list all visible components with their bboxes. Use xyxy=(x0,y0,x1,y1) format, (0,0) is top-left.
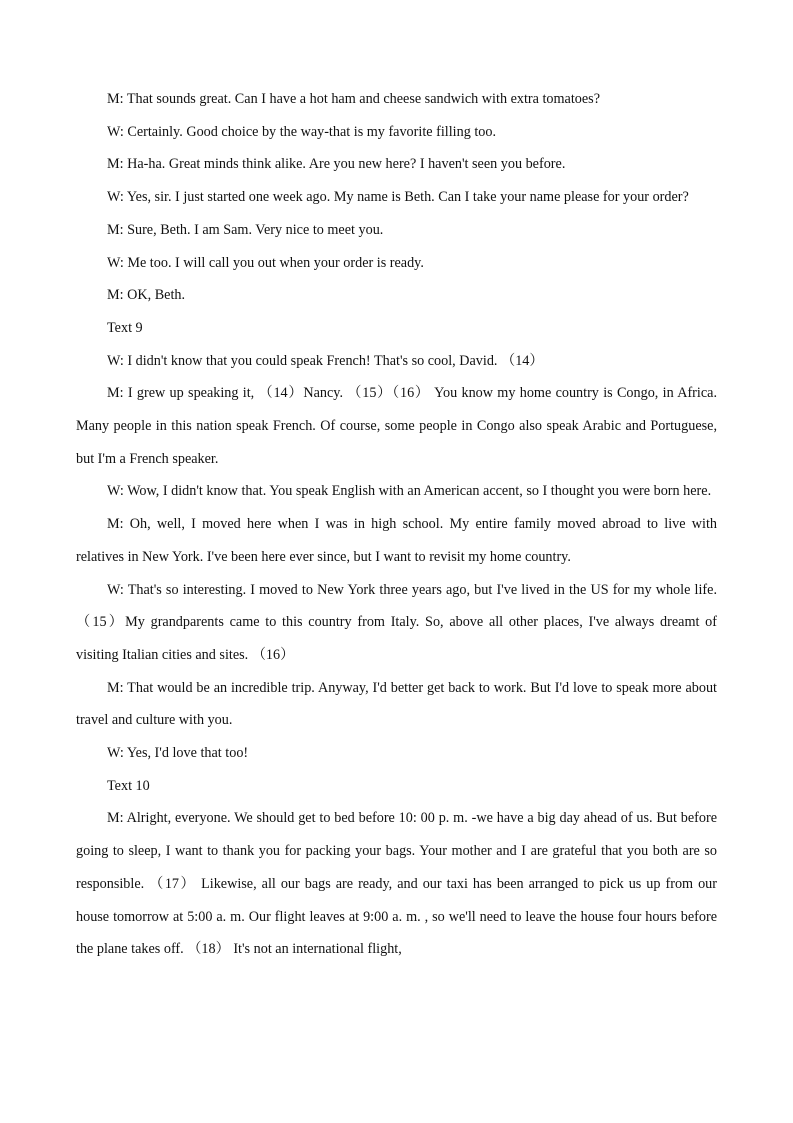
dialogue-line: W: Yes, I'd love that too! xyxy=(107,745,249,762)
section-heading: Text 9 xyxy=(107,319,143,336)
dialogue-line: W: That's so interesting. I moved to New York three years ago, but I've lived in the US for my whole life. （15）My grandparents came to this country from Italy. So, above all other places, I've always dreamt of visiting Italian cities and sites. （16） xyxy=(76,581,717,663)
dialogue-line: M: That sounds great. Can I have a hot ham and cheese sandwich with extra tomatoes? xyxy=(107,91,601,107)
dialogue-line: W: Certainly. Good choice by the way-that is my favorite filling too. xyxy=(107,123,497,140)
dialogue-line: M: Oh, well, I moved here when I was in high school. My entire family moved abroad to live with relatives in New York. I've been here ever since, but I want to revisit my home country. xyxy=(76,516,717,565)
dialogue-line: M: OK, Beth. xyxy=(107,287,186,304)
section-heading: Text 10 xyxy=(107,777,150,794)
dialogue-line: M: Ha-ha. Great minds think alike. Are you new here? I haven't seen you before. xyxy=(107,156,566,173)
dialogue-line: M: Sure, Beth. I am Sam. Very nice to meet you. xyxy=(107,221,384,238)
dialogue-line: W: I didn't know that you could speak French! That's so cool, David. （14） xyxy=(107,352,544,369)
document-page xyxy=(76,83,717,966)
dialogue-line: M: I grew up speaking it, （14）Nancy. （15）（16） You know my home country is Congo, in Africa. Many people in this nation speak French. Of course, some people in Congo also speak Arabic and Portuguese, but I'm a French speaker. xyxy=(76,385,717,467)
dialogue-line: W: Me too. I will call you out when your order is ready. xyxy=(107,254,424,271)
dialogue-line: W: Yes, sir. I just started one week ago. My name is Beth. Can I take your name please for your order? xyxy=(107,189,689,206)
dialogue-line: M: Alright, everyone. We should get to bed before 10: 00 p. m. -we have a big day ahead of us. But before going to sleep, I want to thank you for packing your bags. Your mother and I are grateful that you both are so responsible. （17） Likewise, all our bags are ready, and our taxi has been arranged to pick us up from our house tomorrow at 5:00 a. m. Our flight leaves at 9:00 a. m. , so we'll need to leave the house four hours before the plane takes off. （18） It's not an international flight, xyxy=(76,810,717,958)
dialogue-line: W: Wow, I didn't know that. You speak English with an American accent, so I thought you were born here. xyxy=(107,483,712,500)
dialogue-line: M: That would be an incredible trip. Anyway, I'd better get back to work. But I'd love to speak more about travel and culture with you. xyxy=(76,679,717,729)
